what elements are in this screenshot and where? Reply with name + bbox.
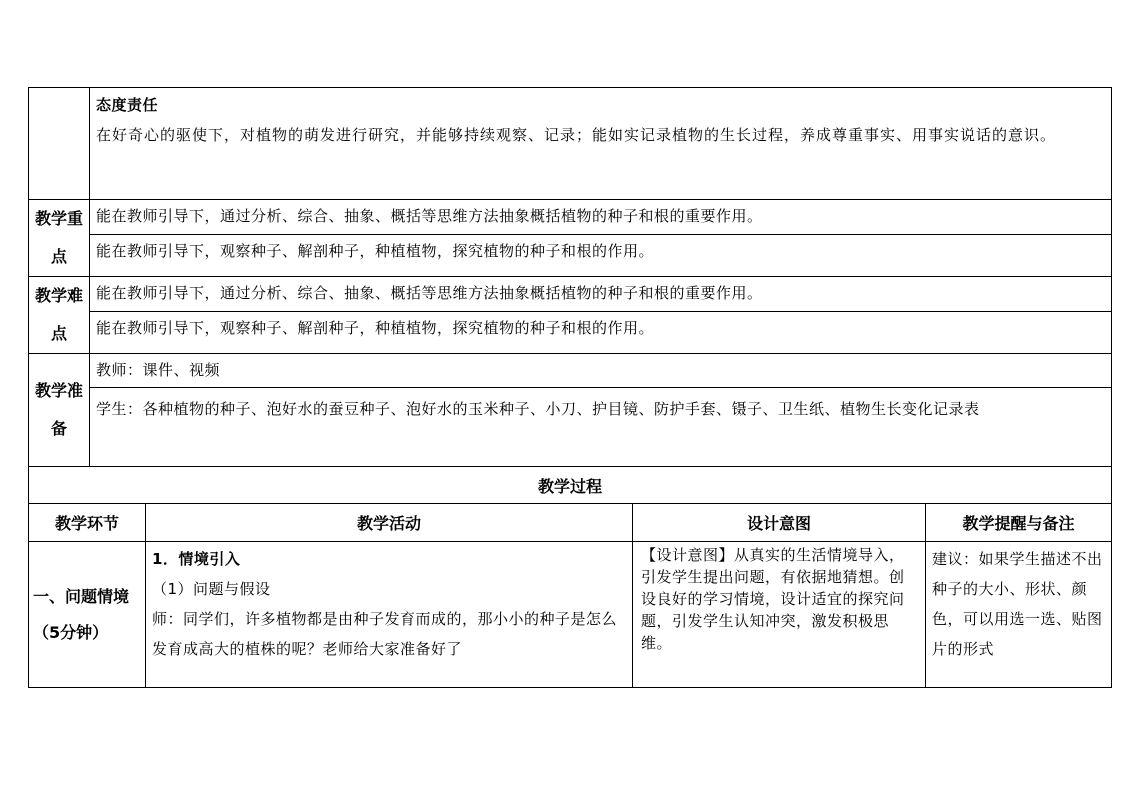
difficulties-label: 教学难点 — [29, 277, 90, 354]
key-point-1: 能在教师引导下，通过分析、综合、抽象、概括等思维方法抽象概括植物的种子和根的重要作用。 — [90, 200, 1112, 235]
stage-cell: 一、问题情境（5分钟） — [29, 542, 146, 688]
lesson-plan-table — [28, 87, 1111, 688]
process-title: 教学过程 — [29, 467, 1112, 504]
attitude-text: 在好奇心的驱使下，对植物的萌发进行研究，并能够持续观察、记录；能如实记录植物的生长过程，养成尊重事实、用事实说话的意识。 — [96, 126, 1057, 144]
header-remark: 教学提醒与备注 — [926, 504, 1112, 542]
remark-cell — [926, 542, 1112, 688]
attitude-heading: 态度责任 — [96, 96, 159, 114]
activity-heading: 1．情境引入 — [152, 550, 241, 568]
activity-text: 师：同学们，许多植物都是由种子发育而成的，那小小的种子是怎么发育成高大的植株的呢？老师给大家准备好了 — [152, 610, 618, 658]
activity-cell — [146, 542, 633, 688]
teacher-preparation: 教师：课件、视频 — [90, 354, 1112, 388]
empty-label-cell — [29, 88, 90, 200]
student-preparation: 学生：各种植物的种子、泡好水的蚕豆种子、泡好水的玉米种子、小刀、护目镜、防护手套、镊子、卫生纸、植物生长变化记录表 — [90, 388, 1112, 467]
preparation-label: 教学准备 — [29, 354, 90, 467]
difficulty-1: 能在教师引导下，通过分析、综合、抽象、概括等思维方法抽象概括植物的种子和根的重要作用。 — [90, 277, 1112, 312]
header-activity: 教学活动 — [146, 504, 633, 542]
attitude-cell — [90, 88, 1112, 200]
key-point-2: 能在教师引导下，观察种子、解剖种子，种植植物，探究植物的种子和根的作用。 — [90, 234, 1112, 276]
remark-text: 建议：如果学生描述不出种子的大小、形状、颜色，可以用选一选、贴图片的形式 — [932, 550, 1103, 658]
header-stage: 教学环节 — [29, 504, 146, 542]
design-text: 【设计意图】从真实的生活情境导入，引发学生提出问题，有依据地猜想。创设良好的学习情境，设计适宜的探究问题，引发学生认知冲突，激发积极思维。 — [641, 546, 905, 652]
design-cell — [633, 542, 926, 688]
difficulty-2: 能在教师引导下，观察种子、解剖种子，种植植物，探究植物的种子和根的作用。 — [90, 311, 1112, 353]
header-design: 设计意图 — [633, 504, 926, 542]
key-points-label: 教学重点 — [29, 200, 90, 277]
activity-sub: （1）问题与假设 — [152, 580, 271, 598]
